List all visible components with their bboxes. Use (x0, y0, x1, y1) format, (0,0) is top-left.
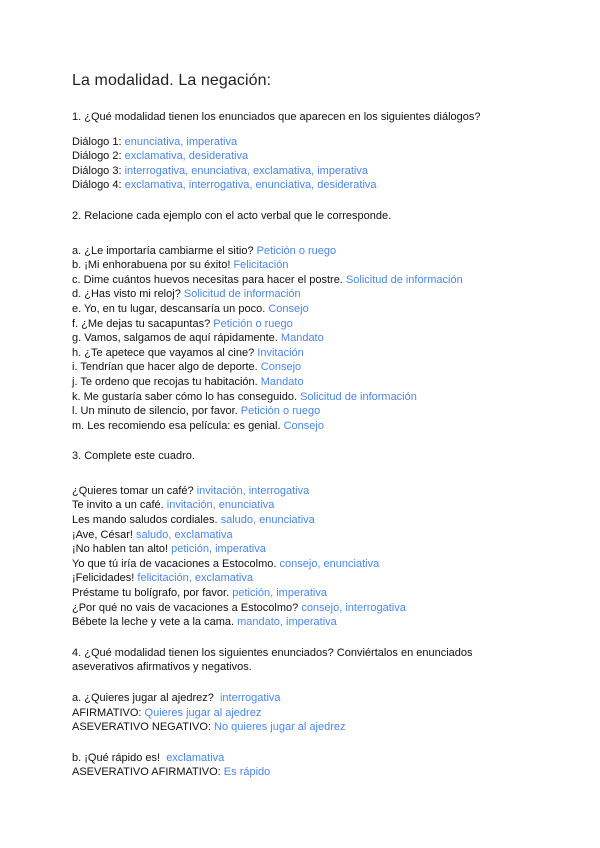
affirmative-answer: Es rápido (223, 766, 271, 779)
sentence-answer: consejo, enunciativa (279, 557, 380, 570)
sentence-answer: invitación, enunciativa (166, 499, 275, 512)
dialogue-label: Diálogo 2: (72, 150, 122, 163)
dialogue-3 (72, 164, 530, 179)
example-text: h. ¿Te apetece que vayamos al cine? (72, 346, 255, 359)
question-4-line-2: aseverativos afirmativos y negativos. (72, 661, 252, 674)
sentence-answer: petición, imperativa (171, 543, 266, 556)
sentence-text: ¡Felicidades! (72, 572, 135, 585)
sentence-text: Yo que tú iría de vacaciones a Estocolmo. (72, 557, 277, 570)
example-text: k. Me gustaría saber cómo lo has conseguido. (72, 390, 298, 403)
example-text: f. ¿Me dejas tu sacapuntas? (72, 317, 211, 330)
dialogue-1 (72, 135, 530, 150)
example-answer: Solicitud de información (345, 273, 463, 286)
q4b-sentence (72, 751, 530, 766)
affirmative-answer: Quieres jugar al ajedrez (144, 706, 262, 719)
q4a-negative (72, 720, 530, 735)
negative-answer: No quieres jugar al ajedrez (214, 721, 346, 734)
list-item (72, 287, 530, 302)
q4a-sentence (72, 691, 530, 706)
question-4a (72, 691, 530, 735)
question-4-line-1: 4. ¿Qué modalidad tienen los siguientes enunciados? Conviértalos en enunciados (72, 646, 473, 659)
sentence-text: b. ¡Qué rápido es! (72, 751, 161, 764)
sentence-text: ¿Por qué no vais de vacaciones a Estocolmo? (72, 601, 299, 614)
list-item (72, 586, 530, 601)
dialogue-label: Diálogo 4: (72, 179, 122, 192)
example-answer: Mandato (260, 375, 304, 388)
list-item (72, 513, 530, 528)
list-item (72, 390, 530, 405)
example-answer: Petición o ruego (213, 317, 293, 330)
q4b-affirmative (72, 765, 530, 780)
example-text: e. Yo, en tu lugar, descansaría un poco. (72, 302, 266, 315)
list-item (72, 244, 530, 259)
dialogue-answer: exclamativa, interrogativa, enunciativa, desiderativa (124, 179, 377, 192)
example-answer: Solicitud de información (300, 390, 417, 403)
list-item (72, 375, 530, 390)
sentence-text: Te invito a un café. (72, 499, 164, 512)
question-2: 2. Relacione cada ejemplo con el acto verbal que le corresponde. (72, 209, 392, 222)
dialogue-2 (72, 149, 530, 164)
q4a-affirmative (72, 706, 530, 721)
list-item (72, 404, 530, 419)
sentence-text: Préstame tu bolígrafo, por favor. (72, 587, 230, 600)
dialogue-answer: enunciativa, imperativa (124, 135, 238, 148)
example-answer: Mandato (280, 332, 324, 345)
question-2-answers (72, 244, 530, 434)
example-answer: Petición o ruego (256, 244, 337, 257)
list-item (72, 360, 530, 375)
dialogue-label: Diálogo 1: (72, 135, 122, 148)
list-item (72, 258, 530, 273)
list-item (72, 571, 530, 586)
sentence-answer: saludo, exclamativa (136, 528, 233, 541)
sentence-text: Les mando saludos cordiales. (72, 514, 218, 527)
example-text: d. ¿Has visto mi reloj? (72, 288, 181, 301)
example-answer: Consejo (268, 302, 309, 315)
example-text: m. Les recomiendo esa película: es genial. (72, 419, 281, 432)
list-item (72, 302, 530, 317)
sentence-answer: felicitación, exclamativa (137, 572, 253, 585)
list-item (72, 601, 530, 616)
list-item (72, 484, 530, 499)
example-answer: Invitación (257, 346, 304, 359)
question-4b (72, 751, 530, 780)
example-answer: Consejo (283, 419, 324, 432)
list-item (72, 528, 530, 543)
sentence-answer: mandato, imperativa (237, 616, 337, 629)
list-item (72, 557, 530, 572)
example-text: i. Tendrían que hacer algo de deporte. (72, 361, 258, 374)
example-answer: Consejo (260, 361, 302, 374)
sentence-text: ¡No hablen tan alto! (72, 543, 169, 556)
sentence-text: ¿Quieres tomar un café? (72, 484, 194, 497)
sentence-answer: exclamativa (166, 751, 225, 764)
example-text: c. Dime cuántos huevos necesitas para hacer el postre. (72, 273, 343, 286)
question-1-answers (72, 135, 530, 193)
dialogue-4 (72, 178, 530, 193)
example-answer: Solicitud de información (183, 288, 301, 301)
negative-label: ASEVERATIVO NEGATIVO: (72, 721, 211, 734)
list-item (72, 273, 530, 288)
sentence-text: ¡Ave, César! (72, 528, 133, 541)
page-title: La modalidad. La negación: (72, 72, 272, 89)
list-item (72, 346, 530, 361)
question-3: 3. Complete este cuadro. (72, 450, 195, 463)
example-answer: Felicitación (233, 259, 289, 272)
sentence-answer: consejo, interrogativa (301, 601, 406, 614)
sentence-text: Bébete la leche y vete a la cama. (72, 616, 235, 629)
dialogue-answer: interrogativa, enunciativa, exclamativa, imperativa (124, 164, 368, 177)
example-answer: Petición o ruego (240, 405, 321, 418)
example-text: b. ¡Mi enhorabuena por su éxito! (72, 259, 231, 272)
sentence-answer: saludo, enunciativa (220, 514, 315, 527)
sentence-answer: interrogativa (219, 692, 281, 704)
example-text: l. Un minuto de silencio, por favor. (72, 405, 238, 418)
example-text: j. Te ordeno que recojas tu habitación. (72, 375, 258, 388)
sentence-text: a. ¿Quieres jugar al ajedrez? (72, 692, 214, 704)
question-3-answers (72, 484, 530, 630)
example-text: g. Vamos, salgamos de aquí rápidamente. (72, 332, 278, 345)
list-item (72, 331, 530, 346)
dialogue-label: Diálogo 3: (72, 164, 122, 177)
list-item (72, 542, 530, 557)
affirmative-label: AFIRMATIVO: (72, 706, 142, 719)
affirmative-label: ASEVERATIVO AFIRMATIVO: (72, 766, 221, 779)
dialogue-answer: exclamativa, desiderativa (124, 150, 249, 163)
example-text: a. ¿Le importaría cambiarme el sitio? (72, 244, 254, 257)
list-item (72, 419, 530, 434)
list-item (72, 317, 530, 332)
list-item (72, 498, 530, 513)
list-item (72, 615, 530, 630)
sentence-answer: petición, imperativa (232, 587, 327, 600)
sentence-answer: invitación, interrogativa (196, 484, 310, 497)
question-1: 1. ¿Qué modalidad tienen los enunciados que aparecen en los siguientes diálogos? (72, 111, 481, 123)
